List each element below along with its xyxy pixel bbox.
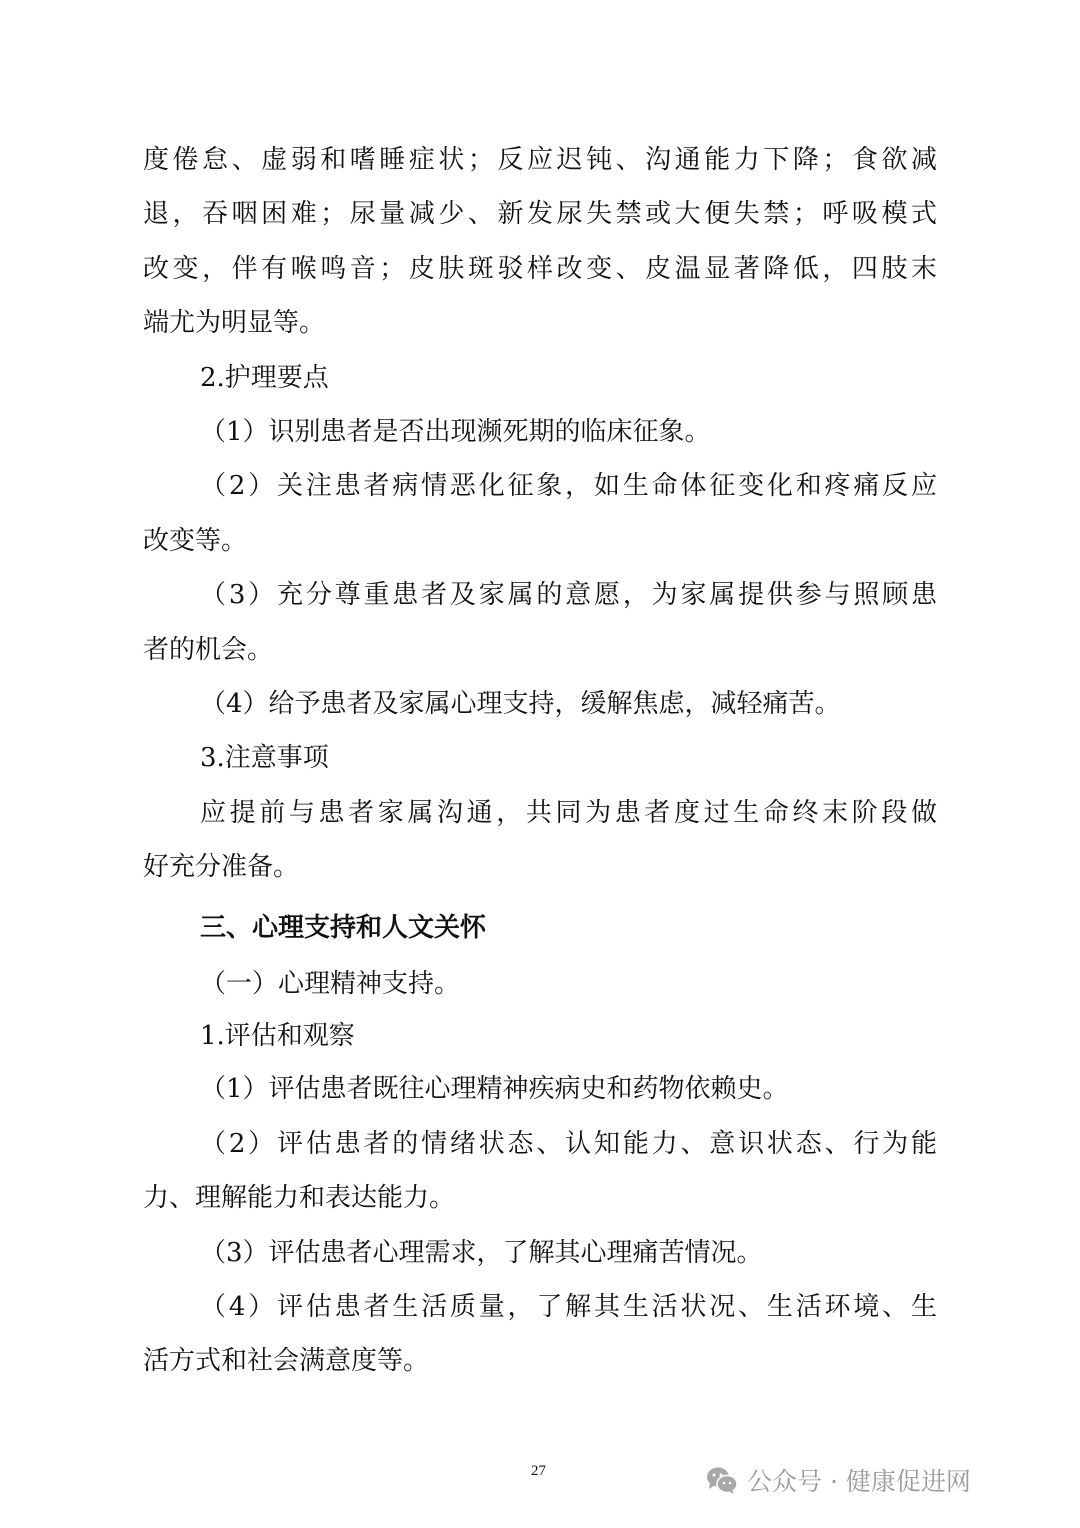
list-item: （4）给予患者及家属心理支持，缓解焦虑，减轻痛苦。 [200, 688, 841, 719]
text-line: 者的机会。 [143, 634, 274, 665]
heading-nursing-points: 2.护理要点 [200, 362, 329, 393]
text-line: 退，吞咽困难；尿量减少、新发尿失禁或大便失禁；呼吸模式 [143, 199, 937, 230]
text-line: 好充分准备。 [143, 852, 300, 883]
text-line: 度倦怠、虚弱和嗜睡症状；反应迟钝、沟通能力下降；食欲减 [143, 145, 937, 175]
list-item: （4）评估患者生活质量，了解其生活状况、生活环境、生 [200, 1292, 937, 1323]
text-line: 力、理解能力和表达能力。 [143, 1183, 456, 1214]
heading-assessment: 1.评估和观察 [200, 1021, 355, 1052]
text-line: 端尤为明显等。 [143, 308, 326, 339]
text-line: 应提前与患者家属沟通，共同为患者度过生命终末阶段做 [200, 797, 937, 828]
subsection-heading: （一）心理精神支持。 [200, 969, 461, 1000]
text-line: 改变等。 [143, 525, 248, 556]
watermark-text: 公众号 · 健康促进网 [747, 1467, 971, 1496]
list-item: （2）关注患者病情恶化征象，如生命体征变化和疼痛反应 [200, 471, 937, 502]
list-item: （2）评估患者的情绪状态、认知能力、意识状态、行为能 [200, 1128, 937, 1159]
section-heading: 三、心理支持和人文关怀 [200, 913, 487, 944]
list-item: （1）识别患者是否出现濒死期的临床征象。 [200, 416, 711, 447]
heading-notes: 3.注意事项 [200, 743, 329, 774]
watermark [705, 1462, 971, 1498]
document-body [143, 133, 937, 1389]
text-line: 活方式和社会满意度等。 [143, 1346, 430, 1377]
text-line: 改变，伴有喉鸣音；皮肤斑驳样改变、皮温显著降低，四肢末 [143, 253, 937, 284]
list-item: （1）评估患者既往心理精神疾病史和药物依赖史。 [200, 1074, 789, 1105]
wechat-icon [705, 1465, 739, 1495]
list-item: （3）充分尊重患者及家属的意愿，为家属提供参与照顾患 [200, 580, 937, 611]
page-number: 27 [531, 1463, 546, 1479]
list-item: （3）评估患者心理需求，了解其心理痛苦情况。 [200, 1237, 763, 1268]
